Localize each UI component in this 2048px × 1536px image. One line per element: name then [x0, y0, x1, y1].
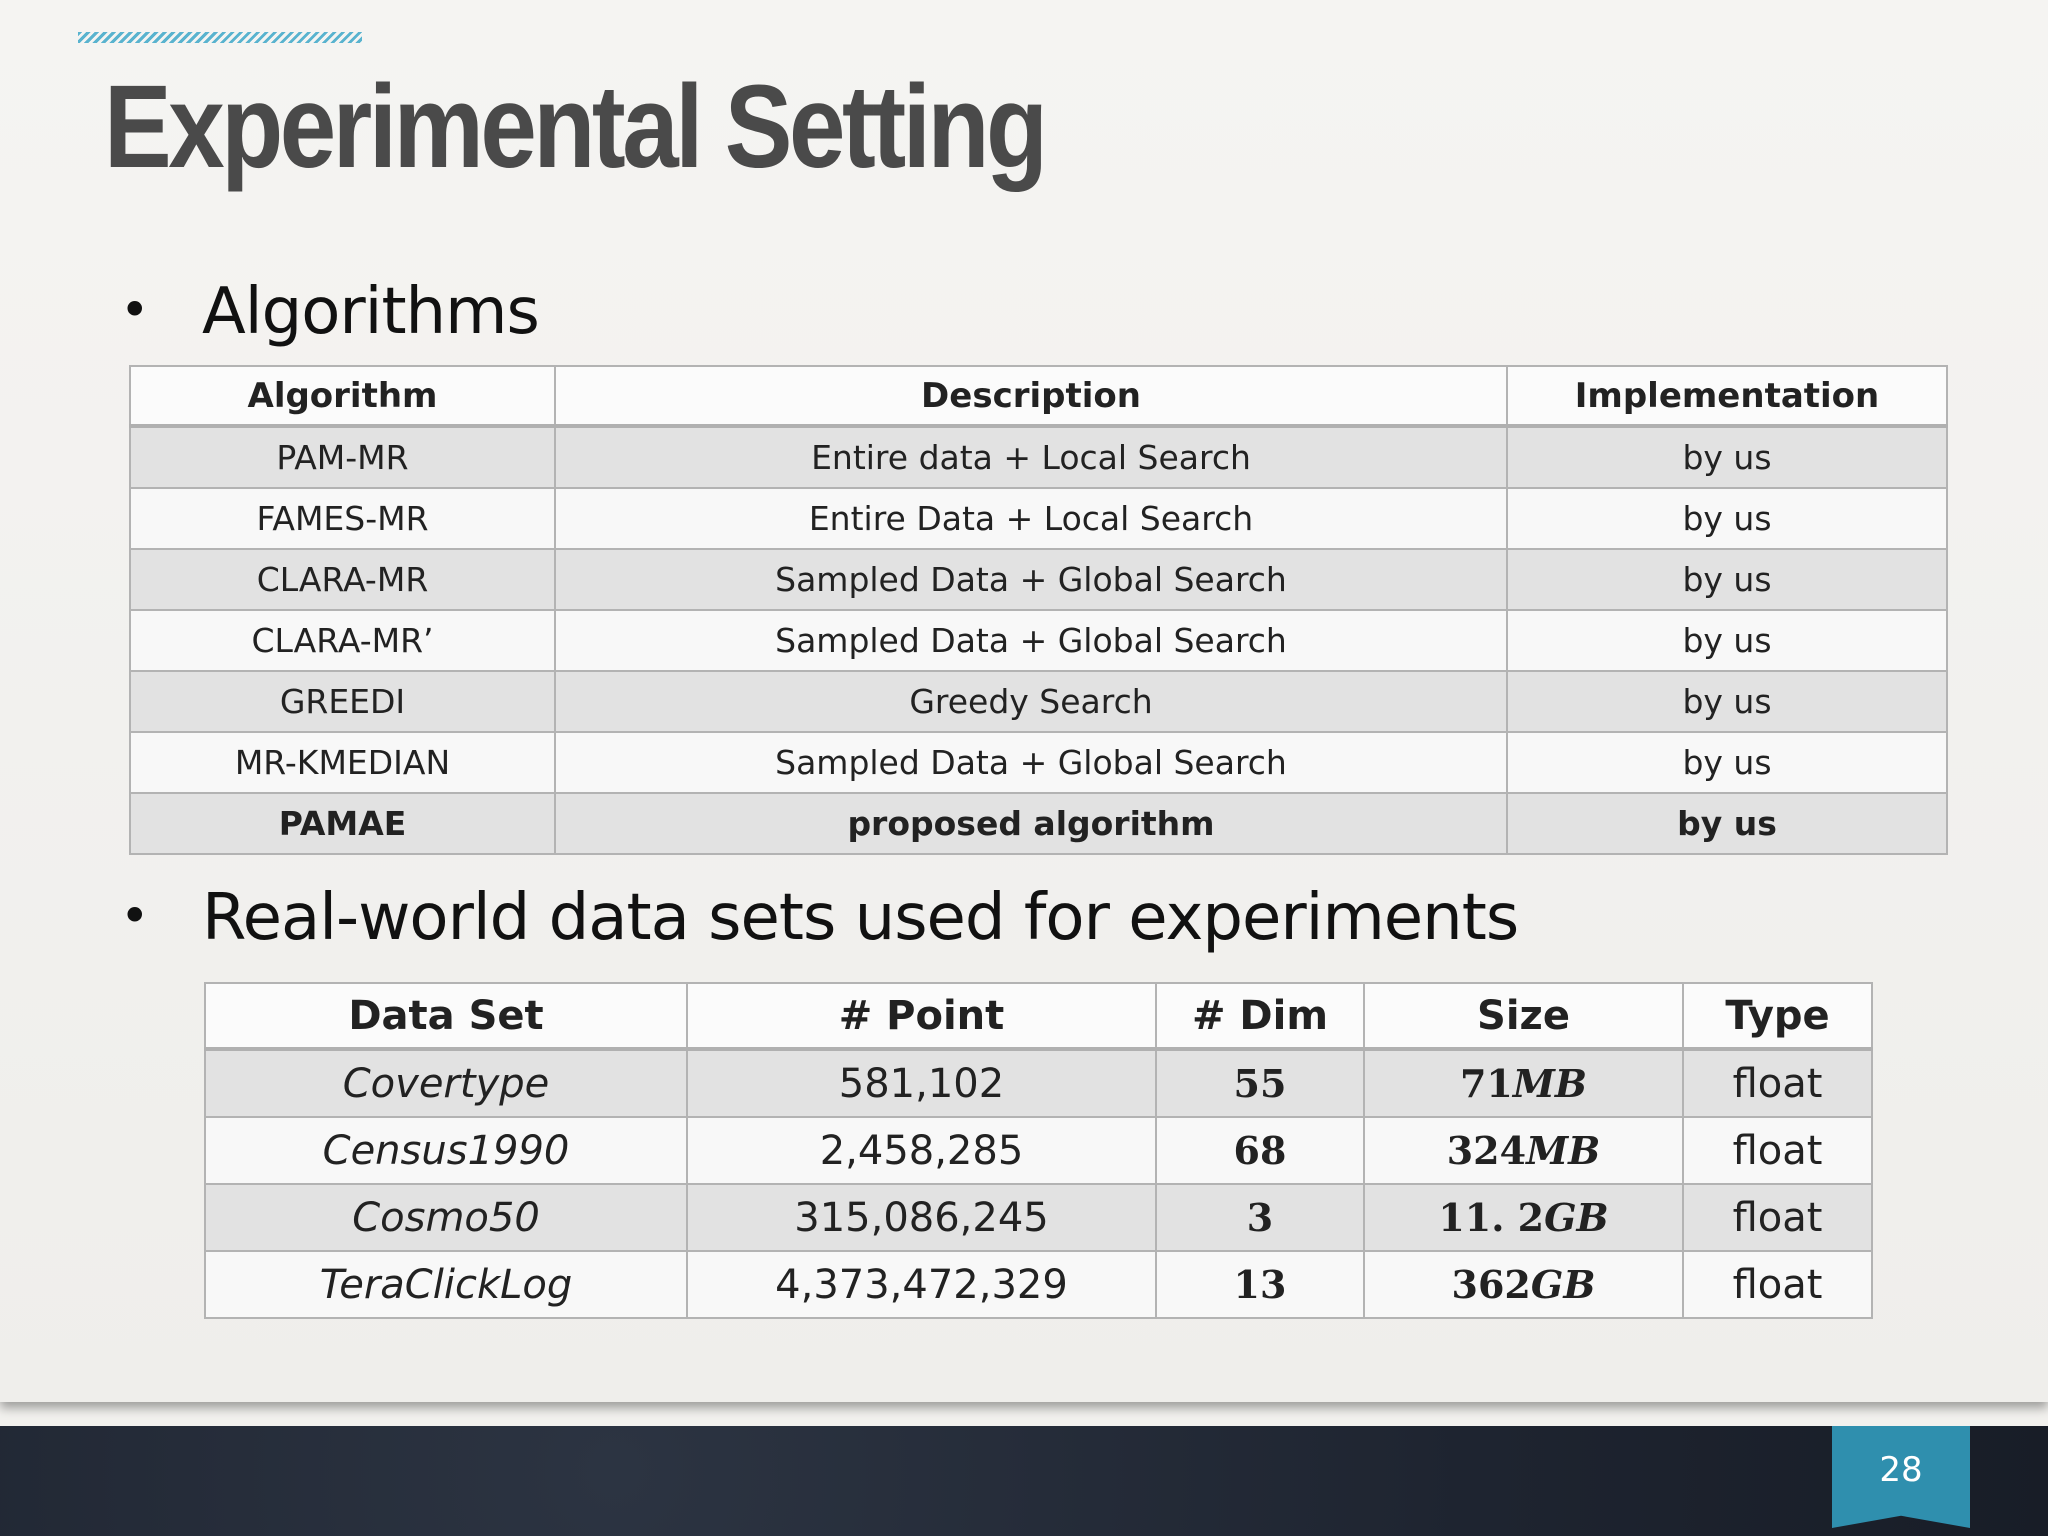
dataset-type: float	[1683, 1184, 1872, 1251]
table-row	[130, 488, 1947, 549]
table-row	[130, 732, 1947, 793]
column-header-type: Type	[1683, 983, 1872, 1049]
dataset-points: 315,086,245	[687, 1184, 1156, 1251]
section-heading-text: Real-world data sets used for experiments	[202, 881, 1519, 955]
algorithm-description: Entire data + Local Search	[555, 426, 1507, 488]
table-row	[205, 1251, 1872, 1318]
column-header-dim: # Dim	[1156, 983, 1364, 1049]
size-value: 324	[1446, 1128, 1527, 1173]
dataset-size	[1364, 1184, 1683, 1251]
dataset-points: 4,373,472,329	[687, 1251, 1156, 1318]
size-value: 362	[1451, 1262, 1531, 1307]
dataset-dim: 3	[1156, 1184, 1364, 1251]
column-header-algorithm: Algorithm	[130, 366, 555, 426]
dataset-points: 2,458,285	[687, 1117, 1156, 1184]
page-number: 28	[1879, 1450, 1923, 1490]
column-header-implementation: Implementation	[1507, 366, 1947, 426]
dataset-dim: 68	[1156, 1117, 1364, 1184]
size-unit: MB	[1526, 1128, 1601, 1173]
table-row	[130, 426, 1947, 488]
table-row	[205, 1049, 1872, 1117]
dataset-size	[1364, 1117, 1683, 1184]
dataset-points: 581,102	[687, 1049, 1156, 1117]
dataset-type: float	[1683, 1251, 1872, 1318]
algorithm-name: PAM-MR	[130, 426, 555, 488]
algorithm-implementation: by us	[1507, 610, 1947, 671]
algorithm-description: Sampled Data + Global Search	[555, 610, 1507, 671]
algorithm-name: CLARA-MR	[130, 549, 555, 610]
algorithm-description: proposed algorithm	[555, 793, 1507, 854]
algorithm-implementation: by us	[1507, 732, 1947, 793]
algorithm-description: Sampled Data + Global Search	[555, 732, 1507, 793]
table-row	[130, 671, 1947, 732]
algorithm-name: CLARA-MR’	[130, 610, 555, 671]
footer-bar	[0, 1426, 2048, 1536]
algorithm-implementation: by us	[1507, 671, 1947, 732]
bullet-icon: •	[120, 887, 149, 945]
table-header-row	[205, 983, 1872, 1049]
algorithm-name: GREEDI	[130, 671, 555, 732]
table-header-row	[130, 366, 1947, 426]
table-row	[130, 549, 1947, 610]
decorative-hatch-stripe	[78, 32, 362, 43]
size-value: 11. 2	[1438, 1195, 1545, 1240]
column-header-description: Description	[555, 366, 1507, 426]
algorithm-description: Sampled Data + Global Search	[555, 549, 1507, 610]
dataset-name: Covertype	[205, 1049, 687, 1117]
dataset-size	[1364, 1251, 1683, 1318]
datasets-table	[204, 982, 1873, 1319]
algorithm-implementation: by us	[1507, 426, 1947, 488]
size-unit: MB	[1512, 1061, 1588, 1106]
dataset-name: TeraClickLog	[205, 1251, 687, 1318]
algorithm-name: PAMAE	[130, 793, 555, 854]
algorithm-name: FAMES-MR	[130, 488, 555, 549]
algorithms-table	[129, 365, 1948, 855]
algorithm-implementation: by us	[1507, 488, 1947, 549]
dataset-dim: 55	[1156, 1049, 1364, 1117]
dataset-type: float	[1683, 1049, 1872, 1117]
section-heading-algorithms	[120, 270, 539, 352]
dataset-name: Census1990	[205, 1117, 687, 1184]
section-heading-text: Algorithms	[202, 275, 539, 349]
column-header-points: # Point	[687, 983, 1156, 1049]
section-heading-datasets	[120, 876, 1518, 958]
slide-title: Experimental Setting	[104, 61, 1045, 193]
algorithm-implementation: by us	[1507, 549, 1947, 610]
dataset-size	[1364, 1049, 1683, 1117]
algorithm-implementation: by us	[1507, 793, 1947, 854]
table-row	[205, 1117, 1872, 1184]
algorithm-name: MR-KMEDIAN	[130, 732, 555, 793]
dataset-name: Cosmo50	[205, 1184, 687, 1251]
dataset-type: float	[1683, 1117, 1872, 1184]
size-unit: GB	[1530, 1262, 1596, 1307]
table-row	[205, 1184, 1872, 1251]
bullet-icon: •	[120, 281, 149, 339]
dataset-dim: 13	[1156, 1251, 1364, 1318]
table-row-proposed	[130, 793, 1947, 854]
size-value: 71	[1459, 1061, 1513, 1106]
algorithm-description: Greedy Search	[555, 671, 1507, 732]
column-header-dataset: Data Set	[205, 983, 687, 1049]
column-header-size: Size	[1364, 983, 1683, 1049]
algorithm-description: Entire Data + Local Search	[555, 488, 1507, 549]
table-row	[130, 610, 1947, 671]
size-unit: GB	[1544, 1195, 1609, 1240]
